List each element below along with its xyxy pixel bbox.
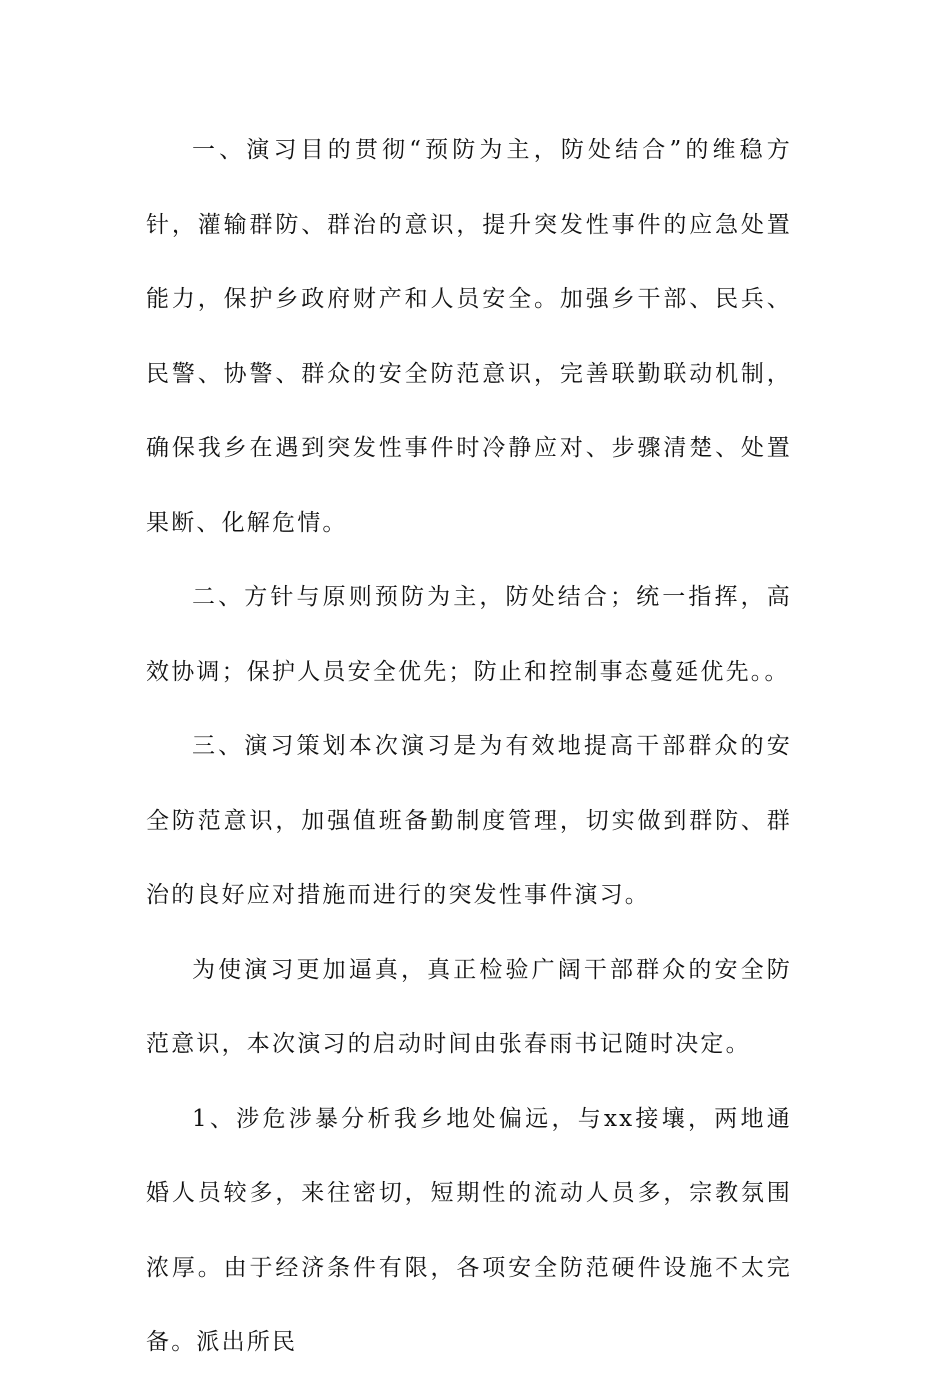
paragraph-risk-analysis: 1、涉危涉暴分析我乡地处偏远，与xx接壤，两地通婚人员较多，来往密切，短期性的流动人员多，宗教氛围浓厚。由于经济条件有限，各项安全防范硬件设施不太完备。派出所民	[146, 1105, 792, 1355]
paragraph-drill-purpose: 一、演习目的贯彻“预防为主，防处结合”的维稳方针，灌输群防、群治的意识，提升突发性事件的应急处置能力，保护乡政府财产和人员安全。加强乡干部、民兵、民警、协警、群众的安全防范意识，完善联勤联动机制，确保我乡在遇到突发性事件时冷静应对、步骤清楚、处置果断、化解危情。	[146, 137, 792, 536]
document-body	[146, 113, 792, 1380]
paragraph-guidelines-principles: 二、方针与原则预防为主，防处结合；统一指挥，高效协调；保护人员安全优先；防止和控制事态蔓延优先。。	[146, 584, 792, 685]
paragraph-drill-planning: 三、演习策划本次演习是为有效地提高干部群众的安全防范意识，加强值班备勤制度管理，切实做到群防、群治的良好应对措施而进行的突发性事件演习。	[146, 733, 792, 908]
paragraph-drill-start-time: 为使演习更加逼真，真正检验广阔干部群众的安全防范意识，本次演习的启动时间由张春雨书记随时决定。	[146, 956, 792, 1057]
